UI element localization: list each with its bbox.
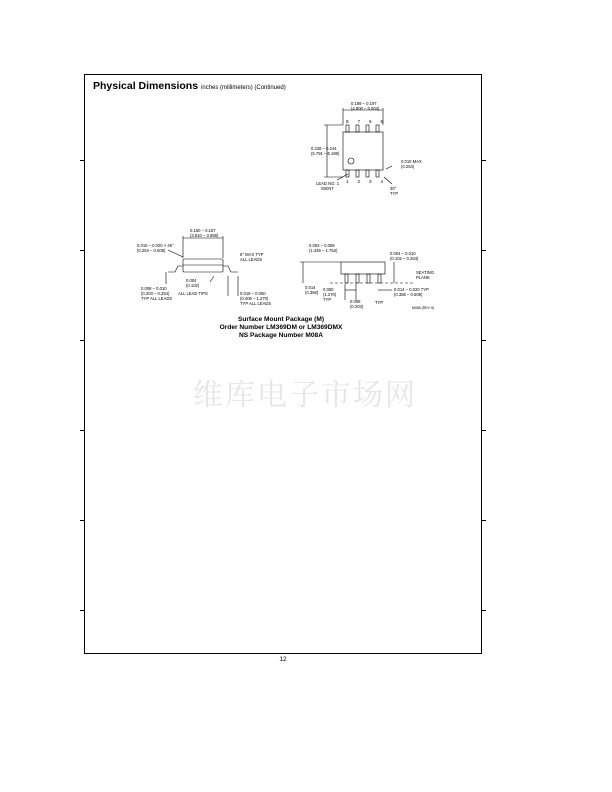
front-lead-width-label: 0.008 (0.203)	[350, 299, 364, 309]
drawing-ref-label: M08A (REV H)	[412, 306, 435, 310]
side-view-body	[183, 259, 223, 272]
front-lead-thk-label: 0.014 (0.356)	[305, 285, 319, 295]
side-foot-label: 0.016 – 0.050 (0.406 – 1.270) TYP ALL LEADS	[240, 291, 272, 306]
pin1-indicator	[348, 158, 354, 164]
pin1-ident-label: LEAD NO. 1 IDENT	[316, 181, 340, 191]
top-height-label: 0.228 – 0.244 (5.791 – 6.198)	[311, 146, 340, 156]
front-lead-width2-label: 0.014 – 0.020 TYP (0.356 – 0.508)	[394, 287, 429, 297]
caption-line-2: Order Number LM369DM or LM369DMX	[219, 324, 343, 331]
side-thickness-label: 0.008 – 0.010 (0.203 – 0.254) TYP ALL LEADS	[141, 286, 173, 301]
pin-numbers-top: 8 7 6 5	[346, 119, 384, 124]
section-title-text: Physical Dimensions	[93, 80, 199, 92]
seating-plane-label: SEATING PLANE	[416, 270, 435, 280]
front-height-label: 0.053 – 0.069 (1.346 – 1.753)	[309, 243, 338, 253]
front-view-body	[341, 262, 385, 274]
front-pitch-label: 0.050 (1.270) TYP	[323, 287, 337, 302]
page-number: 12	[279, 656, 287, 663]
top-view-body	[343, 132, 383, 170]
side-pitch-label: 0.004 (0.102)	[186, 278, 200, 288]
side-lead-tips-label: ALL LEAD TIPS	[178, 291, 208, 296]
front-standoff-label: 0.004 – 0.010 (0.102 – 0.254)	[390, 251, 419, 261]
chamfer-max-label: 0.010 MAX (0.254)	[401, 159, 422, 169]
section-subtitle: inches (millimeters) (Continued)	[201, 85, 286, 91]
top-angle-label: 30° TYP	[390, 186, 399, 196]
side-angle-label: 8° MAX TYP ALL LEADS	[240, 252, 264, 262]
front-typ-label: TYP	[375, 300, 384, 305]
side-width-label: 0.150 – 0.157 (3.810 – 3.988)	[190, 228, 219, 238]
figure-caption	[198, 316, 364, 340]
top-width-label: 0.189 – 0.197 (4.800 – 5.004)	[351, 101, 380, 111]
pin-numbers-bottom: 1 2 3 4	[346, 179, 384, 184]
caption-line-3: NS Package Number M08A	[239, 332, 323, 339]
side-chamfer-label: 0.010 – 0.020 × 45° (0.254 – 0.508)	[137, 243, 174, 253]
caption-line-1: Surface Mount Package (M)	[237, 316, 325, 323]
watermark: 维库电子市场网	[193, 378, 417, 413]
